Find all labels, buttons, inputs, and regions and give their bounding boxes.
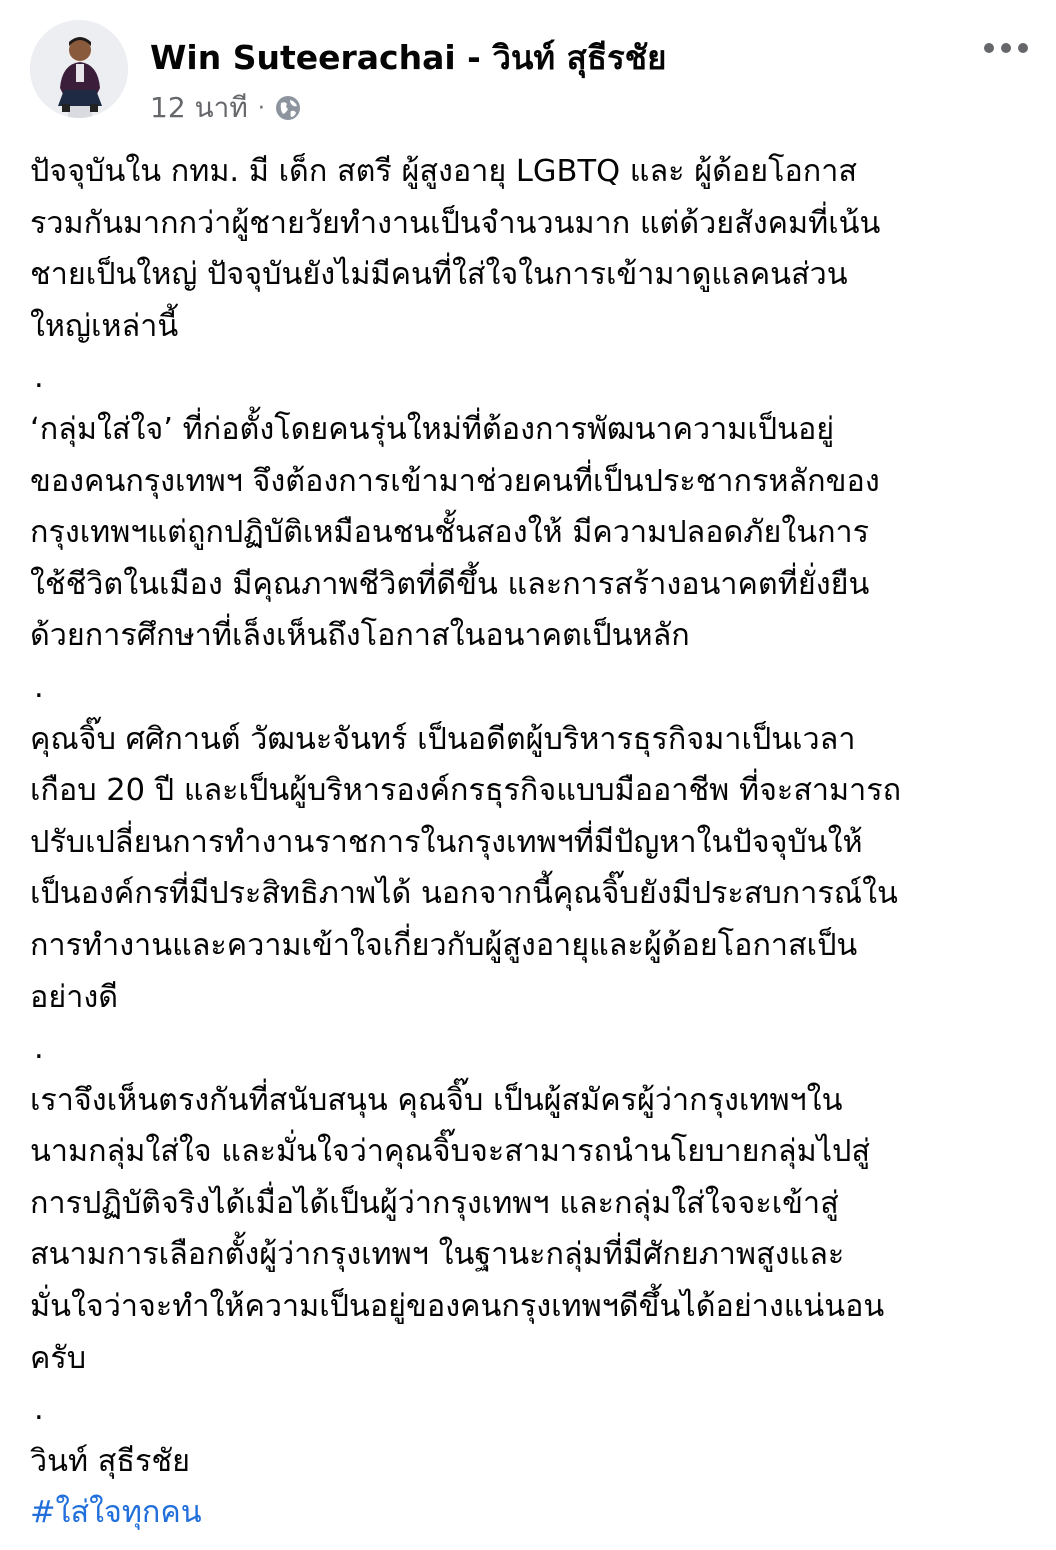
post-line: ปรับเปลี่ยนการทำงานราชการในกรุงเทพฯที่มีปัญหาในปัจจุบันให้ [30, 824, 863, 860]
post-line: ใช้ชีวิตในเมือง มีคุณภาพชีวิตที่ดีขึ้น และการสร้างอนาคตที่ยั่งยืน [30, 566, 870, 602]
post-line: การปฏิบัติจริงได้เมื่อได้เป็นผู้ว่ากรุงเทพฯ และกลุ่มใส่ใจจะเข้าสู่ [30, 1185, 839, 1221]
avatar-image [30, 20, 128, 118]
post-line: มั่นใจว่าจะทำให้ความเป็นอยู่ของคนกรุงเทพฯดีขึ้นได้อย่างแน่นอน [30, 1289, 885, 1325]
paragraph-separator: . [34, 1031, 44, 1067]
post-line: คุณจิ๊บ ศศิกานต์ วัฒนะจันทร์ เป็นอดีตผู้บริหารธุรกิจมาเป็นเวลา [30, 721, 856, 757]
post-header [0, 0, 1056, 140]
paragraph-separator: . [34, 360, 44, 396]
paragraph-4 [30, 1075, 1030, 1385]
post-line: ของคนกรุงเทพฯ จึงต้องการเข้ามาช่วยคนที่เป็นประชากรหลักของ [30, 463, 880, 499]
globe-icon[interactable] [273, 93, 303, 123]
post-line: นามกลุ่มใส่ใจ และมั่นใจว่าคุณจิ๊บจะสามารถนำนโยบายกลุ่มไปสู่ [30, 1134, 871, 1170]
post-line: ครับ [30, 1340, 87, 1376]
more-dot [1018, 43, 1028, 53]
more-dot [984, 43, 994, 53]
post-line: เป็นองค์กรที่มีประสิทธิภาพได้ นอกจากนี้คุณจิ๊บยังมีประสบการณ์ใน [30, 876, 898, 912]
post-line: เราจึงเห็นตรงกันที่สนับสนุน คุณจิ๊บ เป็นผู้สมัครผู้ว่ากรุงเทพฯใน [30, 1082, 843, 1118]
meta-separator: · [257, 95, 265, 121]
post-line: อย่างดี [30, 979, 119, 1015]
author-name[interactable]: Win Suteerachai - วินท์ สุธีรชัย [150, 38, 667, 77]
post-line: รวมกันมากกว่าผู้ชายวัยทำงานเป็นจำนวนมาก แต่ด้วยสังคมที่เน้น [30, 205, 881, 241]
post-line: ด้วยการศึกษาที่เล็งเห็นถึงโอกาสในอนาคตเป็นหลัก [30, 618, 690, 654]
post-line: ปัจจุบันใน กทม. มี เด็ก สตรี ผู้สูงอายุ LGBTQ และ ผู้ด้อยโอกาส [30, 154, 857, 189]
more-options-icon[interactable] [984, 34, 1028, 62]
paragraph-2 [30, 404, 1030, 662]
post-timestamp[interactable]: 12 นาที [150, 91, 248, 124]
author-avatar[interactable] [30, 20, 128, 118]
post-line: ใหญ่เหล่านี้ [30, 308, 179, 344]
post-line: สนามการเลือกตั้งผู้ว่ากรุงเทพฯ ในฐานะกลุ่มที่มีศักยภาพสูงและ [30, 1237, 845, 1273]
hashtag-link[interactable]: #ใส่ใจทุกคน [30, 1495, 202, 1531]
post-line: กรุงเทพฯแต่ถูกปฏิบัติเหมือนชนชั้นสองให้ มีความปลอดภัยในการ [30, 515, 870, 551]
post-line: ‘กลุ่มใส่ใจ’ ที่ก่อตั้งโดยคนรุ่นใหม่ที่ต้องการพัฒนาความเป็นอยู่ [30, 411, 835, 447]
paragraph-separator: . [34, 669, 44, 705]
post-line: เกือบ 20 ปี และเป็นผู้บริหารองค์กรธุรกิจแบบมืออาชีพ ที่จะสามารถ [30, 773, 902, 809]
post-signature: วินท์ สุธีรชัย [30, 1443, 190, 1479]
post-line: การทำงานและความเข้าใจเกี่ยวกับผู้สูงอายุและผู้ด้อยโอกาสเป็น [30, 927, 858, 963]
paragraph-separator: . [34, 1392, 44, 1428]
post-body [30, 146, 1030, 1539]
paragraph-1 [30, 146, 1030, 352]
more-dot [1001, 43, 1011, 53]
paragraph-3 [30, 714, 1030, 1024]
post-line: ชายเป็นใหญ่ ปัจจุบันยังไม่มีคนที่ใส่ใจในการเข้ามาดูแลคนส่วน [30, 257, 848, 293]
post-meta [150, 88, 303, 128]
